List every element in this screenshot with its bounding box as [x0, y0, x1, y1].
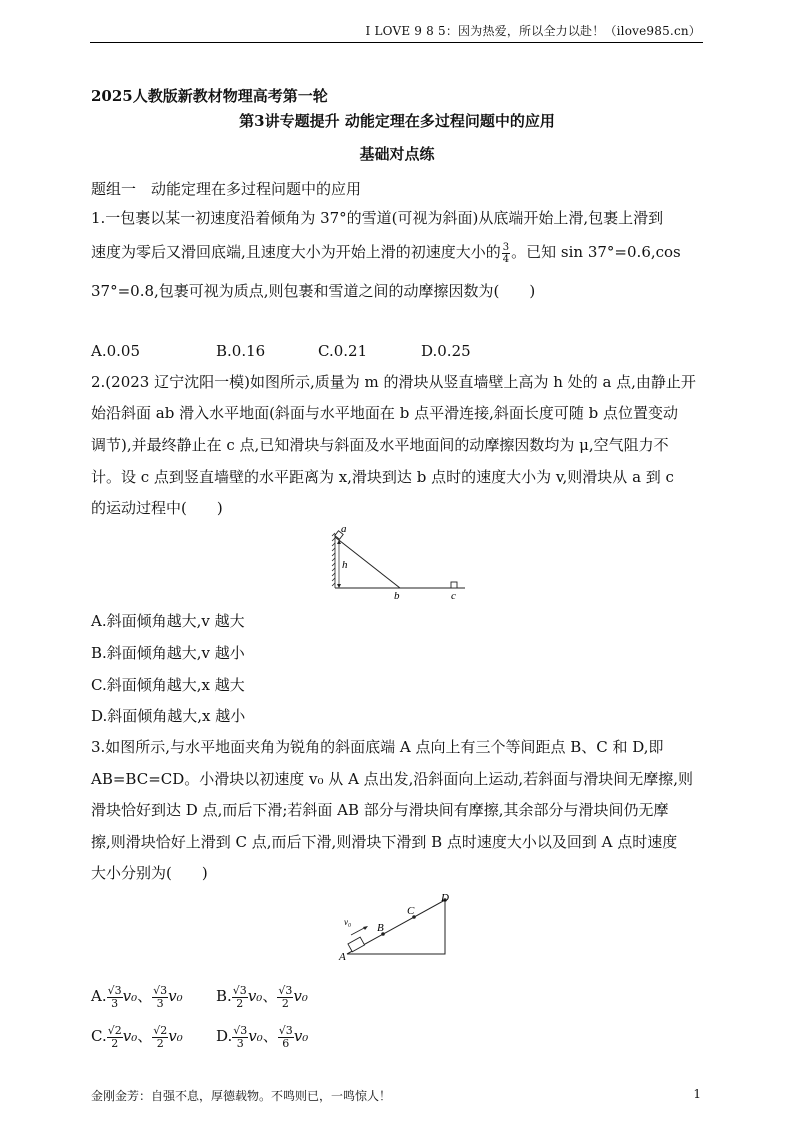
q1-option-c[interactable]: C.0.21	[318, 342, 368, 360]
q3-option-a[interactable]	[91, 980, 183, 1013]
q3-option-d[interactable]	[216, 1020, 308, 1053]
frac-num: √3	[233, 1023, 248, 1037]
q2-option-d[interactable]: D.斜面倾角越大,x 越小	[91, 707, 246, 725]
q3-option-b[interactable]	[216, 980, 308, 1013]
lesson-title: 第3讲专题提升 动能定理在多过程问题中的应用	[239, 112, 555, 130]
label-b: b	[394, 590, 400, 600]
v0-symbol: v₀	[293, 987, 308, 1005]
q3-line5: 大小分别为( )	[91, 864, 208, 882]
v0-symbol: v₀	[293, 1027, 309, 1045]
q3-option-c-letter: C.	[91, 1027, 107, 1045]
separator: 、	[137, 1027, 153, 1045]
frac-den: 2	[236, 996, 244, 1010]
frac-den: 2	[111, 1036, 119, 1050]
v0-symbol: v₀	[168, 1027, 183, 1045]
frac-num: √3	[278, 1023, 293, 1037]
q3-option-a-frac2	[152, 985, 168, 1010]
slider-block-c	[451, 582, 457, 588]
label-a: a	[341, 523, 347, 535]
q3-option-c[interactable]	[91, 1020, 183, 1053]
q1-fraction	[502, 242, 510, 265]
page-header: I LOVE 9 8 5：因为热爱，所以全力以赴！（ilove985.cn）	[365, 24, 701, 38]
q3-option-d-frac2	[278, 1025, 294, 1050]
velocity-arrow	[351, 927, 366, 935]
q1-line2b: 。已知 sin 37°=0.6,cos	[511, 243, 681, 261]
q3-line2: AB=BC=CD。小滑块以初速度 v₀ 从 A 点出发,沿斜面向上运动,若斜面与滑块间无摩擦,则	[91, 770, 693, 788]
doc-title: 2025人教版新教材物理高考第一轮	[91, 87, 328, 105]
frac-den: 6	[282, 1036, 290, 1050]
q3-line1: 3.如图所示,与水平地面夹角为锐角的斜面底端 A 点向上有三个等间距点 B、C 和 D,即	[91, 738, 664, 756]
slider-block	[348, 937, 365, 952]
q2-line4: 计。设 c 点到竖直墙壁的水平距离为 x,滑块到达 b 点时的速度大小为 v,则滑块从 a 到 c	[91, 468, 674, 486]
group-title: 题组一 动能定理在多过程问题中的应用	[91, 180, 362, 198]
q3-option-a-letter: A.	[91, 987, 107, 1005]
label-c: c	[451, 590, 456, 600]
header-divider	[90, 42, 703, 43]
q2-line2: 始沿斜面 ab 滑入水平地面(斜面与水平地面在 b 点平滑连接,斜面长度可随 b 点位置变动	[91, 404, 678, 422]
q2-option-c[interactable]: C.斜面倾角越大,x 越大	[91, 676, 245, 694]
height-arrow-down	[337, 584, 341, 588]
frac-den: 2	[281, 996, 289, 1010]
label-D: D	[441, 892, 449, 904]
q3-option-a-frac1	[107, 985, 123, 1010]
q1-line3: 37°=0.8,包裹可视为质点,则包裹和雪道之间的动摩擦因数为( )	[91, 282, 536, 300]
q3-line4: 擦,则滑块恰好上滑到 C 点,而后下滑,则滑块下滑到 B 点时速度大小以及回到 A 点时速度	[91, 833, 678, 851]
q3-figure	[335, 892, 460, 962]
label-A: A	[339, 951, 346, 962]
q1-line1: 1.一包裹以某一初速度沿着倾角为 37°的雪道(可视为斜面)从底端开始上滑,包裹上滑到	[91, 209, 664, 227]
q1-frac-den: 4	[502, 253, 510, 265]
q1-option-a[interactable]: A.0.05	[91, 342, 140, 360]
v0-symbol: v₀	[247, 987, 263, 1005]
q3-option-d-frac1	[232, 1025, 248, 1050]
frac-den: 3	[111, 996, 119, 1010]
frac-num: √2	[153, 1023, 168, 1037]
label-h: h	[342, 559, 348, 571]
q1-frac-num: 3	[502, 241, 510, 253]
q1-option-d[interactable]: D.0.25	[421, 342, 471, 360]
footer-motto: 金刚金芳：自强不息，厚德载物。不鸣则已，一鸣惊人！	[91, 1089, 392, 1103]
frac-num: √3	[107, 983, 122, 997]
frac-num: √3	[232, 983, 247, 997]
frac-den: 3	[236, 1036, 244, 1050]
practice-title: 基础对点练	[359, 145, 435, 163]
q3-line3: 滑块恰好到达 D 点,而后下滑;若斜面 AB 部分与滑块间有摩擦,其余部分与滑块间仍无摩	[91, 801, 669, 819]
q3-option-c-frac1	[107, 1025, 123, 1050]
q2-line3: 调节),并最终静止在 c 点,已知滑块与斜面及水平地面间的动摩擦因数均为 μ,空气阻力不	[91, 436, 669, 454]
label-v0: v₀	[344, 917, 352, 927]
q3-option-b-letter: B.	[216, 987, 232, 1005]
q1-line2a: 速度为零后又滑回底端,且速度大小为开始上滑的初速度大小的	[91, 243, 501, 261]
frac-num: √3	[153, 983, 168, 997]
page-number: 1	[693, 1087, 701, 1101]
q2-line5: 的运动过程中( )	[91, 499, 223, 517]
label-C: C	[407, 905, 415, 917]
frac-num: √3	[278, 983, 293, 997]
q3-option-d-letter: D.	[216, 1027, 233, 1045]
q3-option-b-frac1	[232, 985, 248, 1010]
frac-den: 2	[156, 1036, 164, 1050]
height-arrow-up	[337, 540, 341, 544]
q2-option-a[interactable]: A.斜面倾角越大,v 越大	[91, 612, 245, 630]
velocity-arrowhead	[363, 926, 368, 930]
q3-option-b-frac2	[277, 985, 293, 1010]
q1-line2	[91, 236, 703, 269]
q3-option-c-frac2	[152, 1025, 168, 1050]
frac-num: √2	[107, 1023, 122, 1037]
separator: 、	[137, 987, 153, 1005]
separator: 、	[262, 1027, 278, 1045]
frac-den: 3	[156, 996, 164, 1010]
q2-figure	[325, 522, 475, 600]
q1-option-b[interactable]: B.0.16	[216, 342, 266, 360]
v0-symbol: v₀	[248, 1027, 263, 1045]
q2-line1: 2.(2023 辽宁沈阳一模)如图所示,质量为 m 的滑块从竖直墙壁上高为 h 处的 a 点,由静止开	[91, 373, 696, 391]
v0-symbol: v₀	[122, 1027, 138, 1045]
v0-symbol: v₀	[122, 987, 138, 1005]
label-B: B	[377, 922, 384, 934]
q2-option-b[interactable]: B.斜面倾角越大,v 越小	[91, 644, 245, 662]
v0-symbol: v₀	[168, 987, 183, 1005]
wall-hatching	[332, 533, 335, 588]
separator: 、	[262, 987, 278, 1005]
